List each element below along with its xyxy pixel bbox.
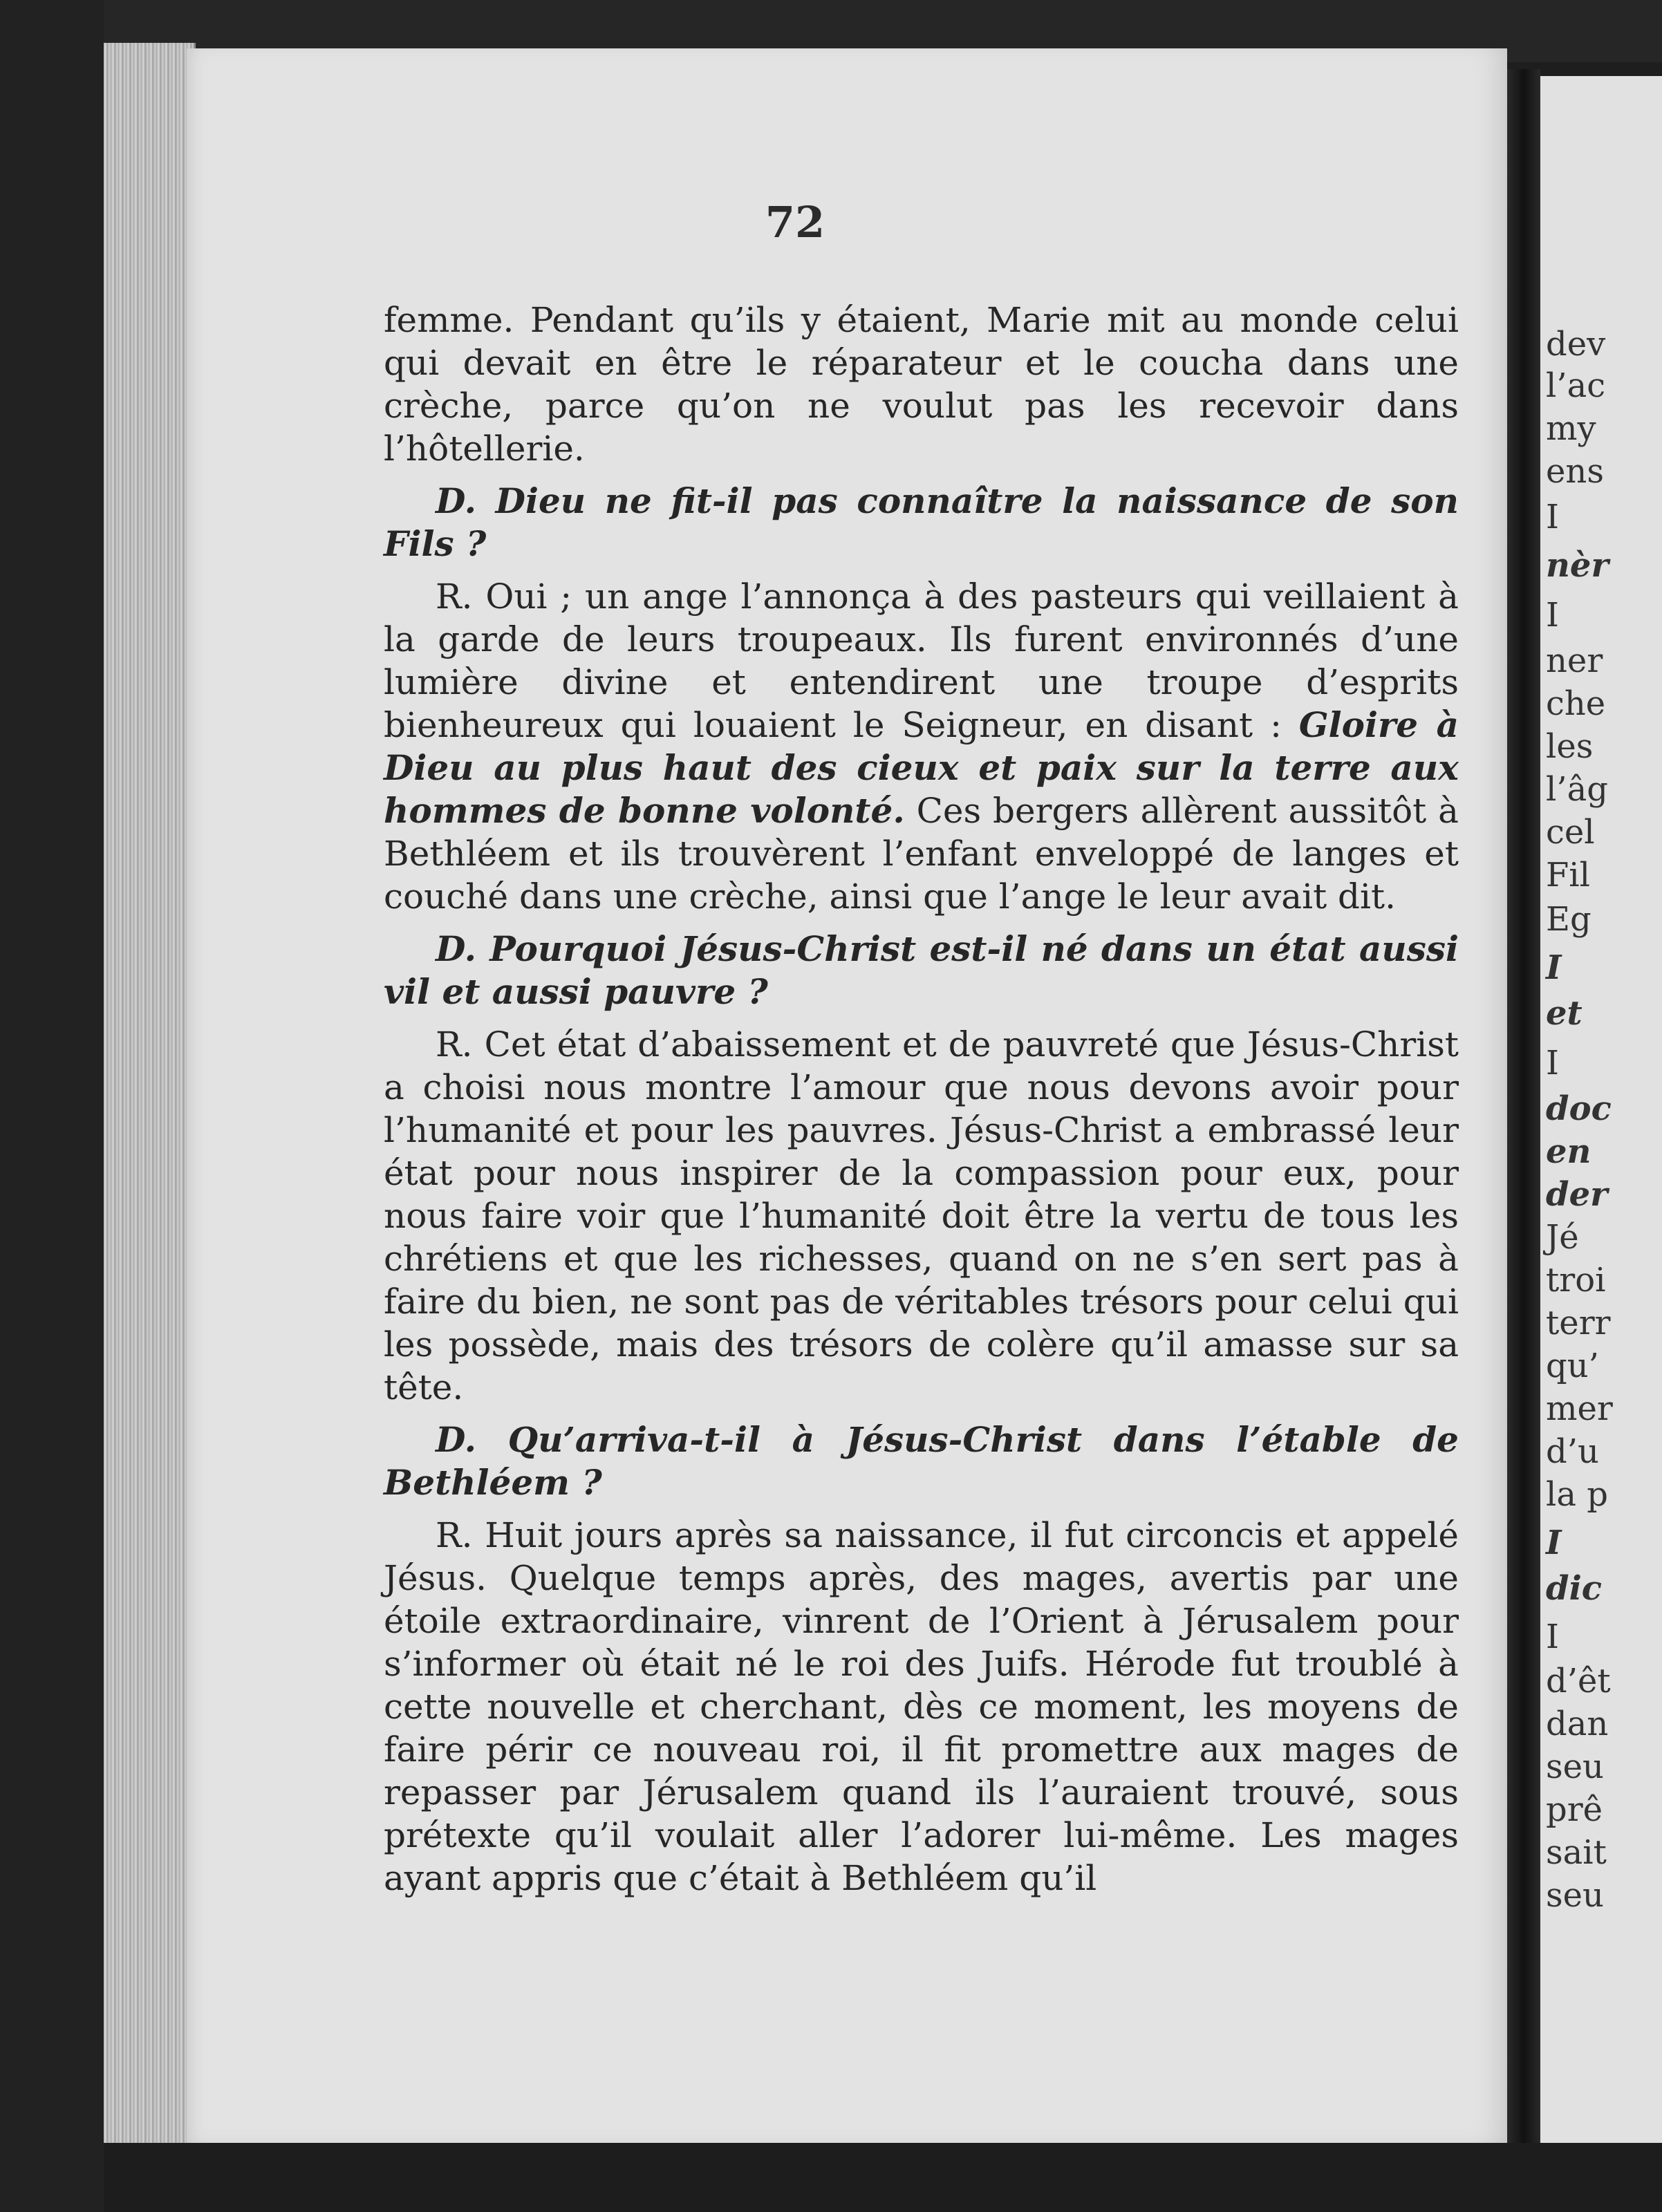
facing-page-fragment: dev	[1546, 325, 1606, 364]
answer-3: R. Huit jours après sa naissance, il fut circoncis et appelé Jésus. Quelque temps après, des mages, avertis par une étoile extraordinaire, vinrent de l’Orient à Jérusalem pour s’informer où était né le roi des Juifs. Hérode fut troublé à cette nouvelle et cherchant, dès ce moment, les moyens de faire périr ce nouveau roi, il fit promettre aux mages de repasser par Jérusalem quand ils l’auraient trouvé, sous prétexte qu’il voulait aller l’adorer lui-même. Les mages ayant appris que c’était à Bethléem qu’il	[384, 1515, 1459, 1898]
scan-background-left	[0, 0, 104, 2212]
facing-page-fragment: I	[1546, 1524, 1562, 1562]
facing-page-fragment: seu	[1546, 1876, 1604, 1915]
facing-page-fragment: la p	[1546, 1475, 1608, 1514]
facing-page-fragment: terr	[1546, 1304, 1611, 1342]
facing-page-fragment: doc	[1546, 1089, 1612, 1128]
facing-page-fragment: I	[1546, 948, 1562, 987]
facing-page-fragment: Fil	[1546, 856, 1591, 894]
facing-page-fragment: I	[1546, 1044, 1559, 1082]
facing-page-fragment: I	[1546, 596, 1559, 635]
facing-page-fragment: d’u	[1546, 1432, 1599, 1471]
answer-1-text-after: Ces bergers allèrent aussitôt à Bethléem et ils trouvèrent l’enfant enveloppé de langes et couché dans une crèche, ainsi que l’ange le leur avait dit.	[384, 791, 1459, 917]
facing-page-fragment: Jé	[1546, 1218, 1579, 1257]
facing-page-fragment: l’âg	[1546, 770, 1608, 809]
facing-page-fragment: der	[1546, 1175, 1608, 1214]
facing-page-fragment: sait	[1546, 1833, 1607, 1872]
facing-page-fragment: che	[1546, 684, 1606, 723]
facing-page-fragment: troi	[1546, 1261, 1606, 1300]
facing-page-fragment: d’êt	[1546, 1662, 1611, 1700]
facing-page-fragment: seu	[1546, 1747, 1604, 1786]
scan-background-bottom	[104, 2143, 1662, 2212]
facing-page-fragment: cel	[1546, 813, 1595, 852]
facing-page-fragment: I	[1546, 498, 1559, 536]
question-1: D. Dieu ne fit-il pas connaître la naissance de son Fils ?	[384, 480, 1459, 564]
facing-page-fragment: ner	[1546, 641, 1603, 680]
facing-page-fragment: Eg	[1546, 900, 1591, 939]
answer-2: R. Cet état d’abaissement et de pauvreté que Jésus-Christ a choisi nous montre l’amour que nous devons avoir pour l’humanité et pour les pauvres. Jésus-Christ a embrassé leur état pour nous inspirer de la compassion pour eux, pour nous faire voir que l’humanité doit être la vertu de tous les chrétiens et que les richesses, quand on ne s’en sert pas à faire du bien, ne sont pas de véritables trésors pour celui qui les possède, mais des trésors de colère qu’il amasse sur sa tête.	[384, 1024, 1459, 1407]
question-3: D. Qu’arriva-t-il à Jésus-Christ dans l’étable de Bethléem ?	[384, 1419, 1459, 1503]
page-text	[384, 299, 1459, 1909]
answer-1-quote: Gloire à Dieu au plus haut des cieux et paix sur la terre aux hommes de bonne volonté.	[384, 704, 1459, 831]
facing-page-fragment: mer	[1546, 1389, 1613, 1428]
book-page-edges	[104, 43, 196, 2144]
facing-page-fragment: I	[1546, 1618, 1559, 1656]
facing-page-fragment: prê	[1546, 1790, 1603, 1829]
facing-page-fragment: qu’	[1546, 1347, 1599, 1385]
facing-page-fragment: et	[1546, 994, 1582, 1033]
facing-page-fragment: ens	[1546, 452, 1604, 491]
page-number: 72	[765, 197, 825, 247]
facing-page-fragment: dan	[1546, 1705, 1609, 1743]
answer-1-text-before: R. Oui ; un ange l’annonça à des pasteurs qui veillaient à la garde de leurs troupeaux. Ils furent environnés d’une lumière divine et entendirent une troupe d’esprits bienheureux qui louaient le Seigneur, en disant :	[384, 577, 1459, 745]
question-2: D. Pourquoi Jésus-Christ est-il né dans un état aussi vil et aussi pauvre ?	[384, 928, 1459, 1012]
facing-page-fragment: nèr	[1546, 546, 1609, 585]
facing-page-fragment: dic	[1546, 1569, 1603, 1608]
facing-page-fragment: les	[1546, 727, 1594, 766]
facing-page-fragment: en	[1546, 1132, 1591, 1171]
paragraph-answer-continued: femme. Pendant qu’ils y étaient, Marie mit au monde celui qui devait en être le réparateur et le coucha dans une crèche, parce qu’on ne voulut pas les recevoir dans l’hôtellerie.	[384, 300, 1459, 469]
answer-1	[384, 575, 1459, 918]
facing-page-fragment: my	[1546, 409, 1596, 448]
facing-page-fragment: l’ac	[1546, 366, 1606, 405]
book-gutter	[1507, 69, 1540, 2191]
facing-page	[1540, 76, 1662, 2198]
